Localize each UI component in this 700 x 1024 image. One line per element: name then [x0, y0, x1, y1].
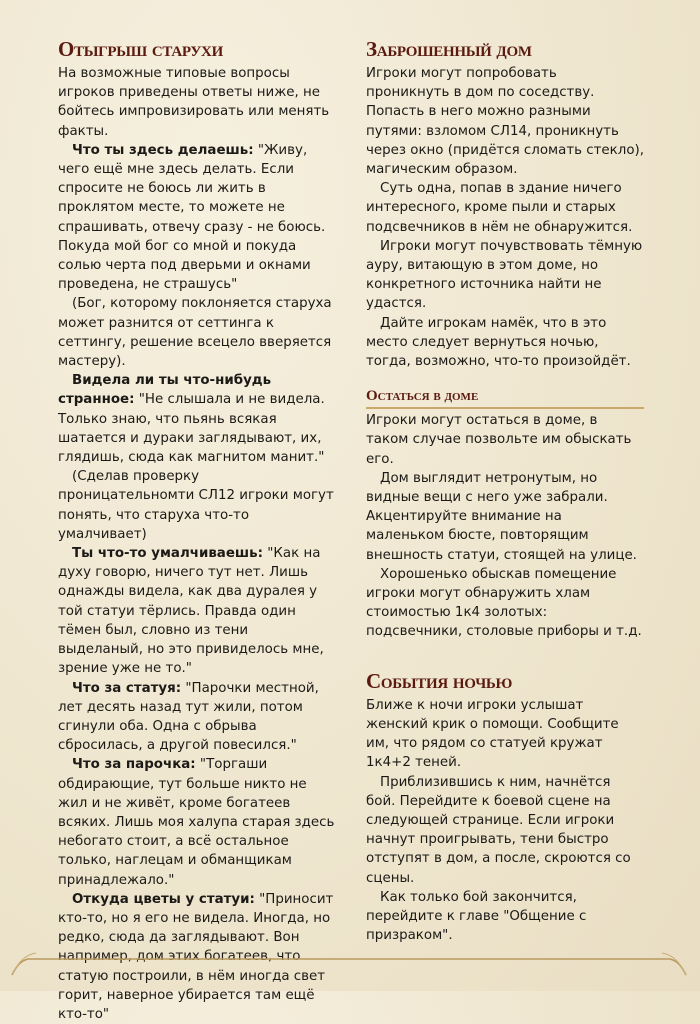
stay-paragraph-3: Хорошенько обыскав помещение игроки могут обнаружить хлам стоимостью 1к4 золотых: подсвечники, столовые приборы и т.д. — [366, 566, 642, 640]
right-column — [366, 36, 644, 945]
section-title-night-events: События ночью — [366, 668, 513, 693]
intro-paragraph: На возможные типовые вопросы игроков приведены ответы ниже, не бойтесь импровизировать или менять факты. — [58, 66, 330, 139]
question-label: Что за статуя: — [72, 680, 182, 696]
house-paragraph-2: Суть одна, попав в здание ничего интересного, кроме пыли и старых подсвечников в нём не обнаружится. — [366, 181, 633, 235]
house-paragraph-4: Дайте игрокам намёк, что в это место следует вернуться ночью, тогда, возможно, что-то произойдёт. — [366, 315, 631, 370]
note-insight: (Сделав проверку проницательномти СЛ12 игроки могут понять, что старуха что-то умалчивает) — [58, 469, 334, 542]
left-column — [58, 36, 336, 1024]
qa-couple — [58, 755, 336, 889]
section-title-abandoned-house: Заброшенный дом — [366, 37, 532, 61]
question-label: Что за парочка: — [72, 757, 196, 773]
qa-hiding — [58, 544, 336, 678]
night-paragraph-3: Как только бой закончится, перейдите к главе "Общение с призраком". — [366, 889, 587, 944]
stay-paragraph-1: Игроки могут остаться в доме, в таком случае позвольте им обыскать его. — [366, 413, 632, 467]
answer-text: "Приносит кто-то, но я его не видела. Иногда, но редко, сюда да заглядывают. Вон например, дом этих богатеев, что статую построили, в нём иногда свет горит, наверное убирается там ещё кто-то" — [58, 891, 334, 1022]
answer-text: "Парочки местной, лет десять назад тут жили, потом сгинули оба. Одна с обрыва сбросилась, а другой повесился." — [58, 680, 319, 754]
night-paragraph-1: Ближе к ночи игроки услышат женский крик о помощи. Сообщите им, что рядом со статуей кружат 1к4+2 теней. — [366, 697, 619, 771]
question-label: Откуда цветы у статуи: — [72, 891, 255, 907]
question-label: Что ты здесь делаешь: — [72, 142, 254, 158]
question-label: Ты что-то умалчиваешь: — [72, 546, 263, 562]
qa-what-doing — [58, 141, 336, 295]
night-paragraph-2: Приблизившись к ним, начнётся бой. Перейдите к боевой сцене на следующей странице. Если игроки начнут проигрывать, тени быстро отступят в дом, а после, скроются со сцены. — [366, 774, 631, 886]
page-footer-ornament — [10, 947, 688, 977]
stay-paragraph-2: Дом выглядит нетронутым, но видные вещи с него уже забрали. Акцентируйте внимание на маленьком бюсте, повторящим внешность статуи, стоящей на улице. — [366, 470, 637, 563]
qa-saw-strange — [58, 371, 336, 467]
subsection-title-stay: Остаться в доме — [366, 387, 644, 409]
house-paragraph-3: Игроки могут почувствовать тёмную ауру, витающую в этом доме, но конкретного источника найти не удастся. — [366, 238, 643, 312]
answer-text: "Торгаши обдирающие, тут больше никто не жил и не живёт, кроме богатеев всяких. Лишь моя халупа старая здесь небогато стоит, а всё остальное только, наглецам и обманщикам принадлежало." — [58, 757, 335, 888]
house-paragraph-1: Игроки могут попробовать проникнуть в дом по соседству. Попасть в него можно разными путями: взломом СЛ14, проникнуть через окно (придётся сломать стекло), магическим образом. — [366, 66, 644, 178]
qa-statue — [58, 679, 336, 756]
question-label: Видела ли ты что-нибудь странное: — [58, 373, 272, 408]
answer-text: "Как на духу говорю, ничего тут нет. Лишь однажды видела, как два дуралея у той статуи тёрлись. Правда один тёмен был, словно из тени выделаный, но это привиделось мне, зрение уже не то." — [58, 546, 324, 677]
section-title-old-woman: Отыгрыш старухи — [58, 37, 223, 61]
note-god: (Бог, которому поклоняется старуха может разнится от сеттинга к сеттингу, решение всецело вверяется мастеру). — [58, 296, 332, 370]
answer-text: "Живу, чего ещё мне здесь делать. Если спросите не боюсь ли жить в проклятом месте, то можете не спрашивать, отвечу сразу - не боюсь. Покуда мой бог со мной и покуда солью черта под дверьми и окнами проведена, не страшусь" — [58, 142, 326, 293]
answer-text: "Не слышала и не видела. Только знаю, что пьянь всякая шатается и дураки заглядывают, их, глядишь, сюда как магнитом манит." — [58, 392, 325, 466]
